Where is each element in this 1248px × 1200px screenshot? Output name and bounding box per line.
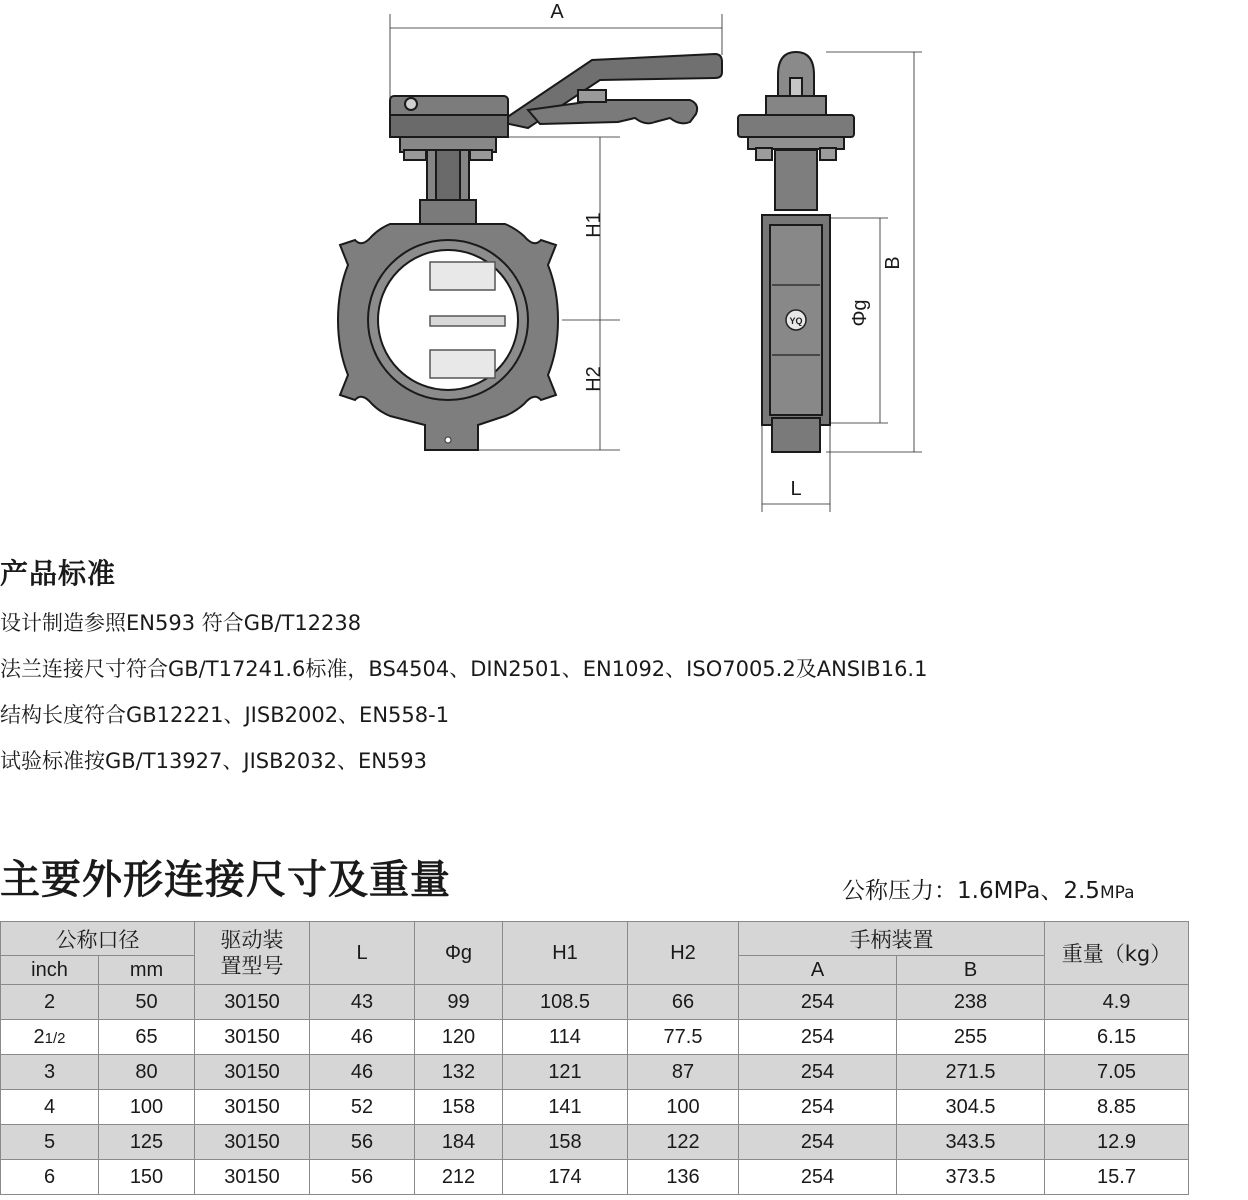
- table-row: [1, 1090, 1189, 1125]
- dim-label-h1: H1: [583, 212, 605, 238]
- cell-h1: 121: [503, 1055, 628, 1090]
- cell-mm: 65: [99, 1020, 195, 1055]
- cell-inch: 5: [1, 1125, 99, 1160]
- cell-inch: 6: [1, 1160, 99, 1195]
- header-drive-line1: 驱动装: [220, 928, 284, 952]
- cell-phi-g: 120: [415, 1020, 503, 1055]
- dim-label-phi-g: Φg: [849, 299, 871, 327]
- cell-drive: 30150: [195, 1090, 310, 1125]
- dim-label-a: A: [550, 1, 564, 23]
- cell-mm: 50: [99, 985, 195, 1020]
- cell-weight: 15.7: [1045, 1160, 1189, 1195]
- table-header-row: [1, 922, 1189, 956]
- cell-h2: 87: [628, 1055, 739, 1090]
- table-row: [1, 1125, 1189, 1160]
- cell-phi-g: 212: [415, 1160, 503, 1195]
- cell-h2: 122: [628, 1125, 739, 1160]
- dimensions-table: [0, 921, 1189, 1195]
- cell-h1: 114: [503, 1020, 628, 1055]
- cell-drive: 30150: [195, 985, 310, 1020]
- cell-l: 46: [310, 1020, 415, 1055]
- cell-weight: 12.9: [1045, 1125, 1189, 1160]
- standards-line: 结构长度符合GB12221、JISB2002、EN558-1: [0, 703, 450, 727]
- header-drive-line2: 置型号: [220, 954, 284, 978]
- cell-b: 238: [897, 985, 1045, 1020]
- header-weight: 重量（kg）: [1045, 922, 1189, 985]
- cell-drive: 30150: [195, 1055, 310, 1090]
- brand-logo: YQ: [789, 316, 803, 326]
- cell-l: 56: [310, 1125, 415, 1160]
- cell-phi-g: 158: [415, 1090, 503, 1125]
- table-row: [1, 985, 1189, 1020]
- cell-b: 271.5: [897, 1055, 1045, 1090]
- header-mm: mm: [99, 956, 195, 985]
- header-phi-g: Φg: [415, 922, 503, 985]
- header-inch: inch: [1, 956, 99, 985]
- cell-b: 373.5: [897, 1160, 1045, 1195]
- cell-phi-g: 184: [415, 1125, 503, 1160]
- dim-label-h2: H2: [583, 366, 605, 392]
- header-handle: 手柄装置: [739, 922, 1045, 956]
- cell-a: 254: [739, 1020, 897, 1055]
- cell-a: 254: [739, 1090, 897, 1125]
- cell-l: 52: [310, 1090, 415, 1125]
- cell-b: 255: [897, 1020, 1045, 1055]
- cell-h1: 141: [503, 1090, 628, 1125]
- nominal-pressure-unit: MPa: [1099, 883, 1135, 903]
- cell-weight: 7.05: [1045, 1055, 1189, 1090]
- nominal-pressure: [842, 872, 1135, 905]
- cell-mm: 150: [99, 1160, 195, 1195]
- standards-line: 法兰连接尺寸符合GB/T17241.6标准，BS4504、DIN2501、EN1092、ISO7005.2及ANSIB16.1: [0, 657, 928, 681]
- nominal-pressure-value: 公称压力：1.6MPa、2.5: [842, 878, 1100, 904]
- cell-h1: 158: [503, 1125, 628, 1160]
- cell-b: 304.5: [897, 1090, 1045, 1125]
- cell-a: 254: [739, 1055, 897, 1090]
- cell-a: 254: [739, 985, 897, 1020]
- cell-phi-g: 99: [415, 985, 503, 1020]
- header-drive-model: [195, 922, 310, 985]
- cell-inch: 3: [1, 1055, 99, 1090]
- cell-a: 254: [739, 1125, 897, 1160]
- cell-mm: 125: [99, 1125, 195, 1160]
- dimensions-title: 主要外形连接尺寸及重量: [0, 857, 451, 903]
- cell-h2: 136: [628, 1160, 739, 1195]
- standards-line: 设计制造参照EN593 符合GB/T12238: [0, 611, 362, 635]
- cell-h1: 174: [503, 1160, 628, 1195]
- standards-list: [0, 606, 927, 790]
- cell-drive: 30150: [195, 1125, 310, 1160]
- cell-h1: 108.5: [503, 985, 628, 1020]
- cell-weight: 6.15: [1045, 1020, 1189, 1055]
- table-row: [1, 1160, 1189, 1195]
- cell-inch: 4: [1, 1090, 99, 1125]
- cell-mm: 100: [99, 1090, 195, 1125]
- header-h1: H1: [503, 922, 628, 985]
- cell-l: 43: [310, 985, 415, 1020]
- valve-drawing: [0, 0, 1248, 520]
- header-l: L: [310, 922, 415, 985]
- cell-h2: 100: [628, 1090, 739, 1125]
- cell-weight: 8.85: [1045, 1090, 1189, 1125]
- cell-b: 343.5: [897, 1125, 1045, 1160]
- cell-h2: 77.5: [628, 1020, 739, 1055]
- standards-title: 产品标准: [0, 557, 117, 590]
- cell-weight: 4.9: [1045, 985, 1189, 1020]
- dim-label-b: B: [882, 256, 904, 270]
- cell-phi-g: 132: [415, 1055, 503, 1090]
- cell-drive: 30150: [195, 1020, 310, 1055]
- cell-inch: 2: [1, 985, 99, 1020]
- cell-mm: 80: [99, 1055, 195, 1090]
- header-b: B: [897, 956, 1045, 985]
- cell-l: 46: [310, 1055, 415, 1090]
- header-nominal-size: 公称口径: [1, 922, 195, 956]
- cell-l: 56: [310, 1160, 415, 1195]
- table-row: [1, 1055, 1189, 1090]
- cell-drive: 30150: [195, 1160, 310, 1195]
- header-a: A: [739, 956, 897, 985]
- cell-a: 254: [739, 1160, 897, 1195]
- header-h2: H2: [628, 922, 739, 985]
- table-row: [1, 1020, 1189, 1055]
- cell-inch: 21/2: [1, 1020, 99, 1055]
- dim-label-l: L: [790, 478, 802, 500]
- cell-h2: 66: [628, 985, 739, 1020]
- standards-line: 试验标准按GB/T13927、JISB2032、EN593: [0, 749, 428, 773]
